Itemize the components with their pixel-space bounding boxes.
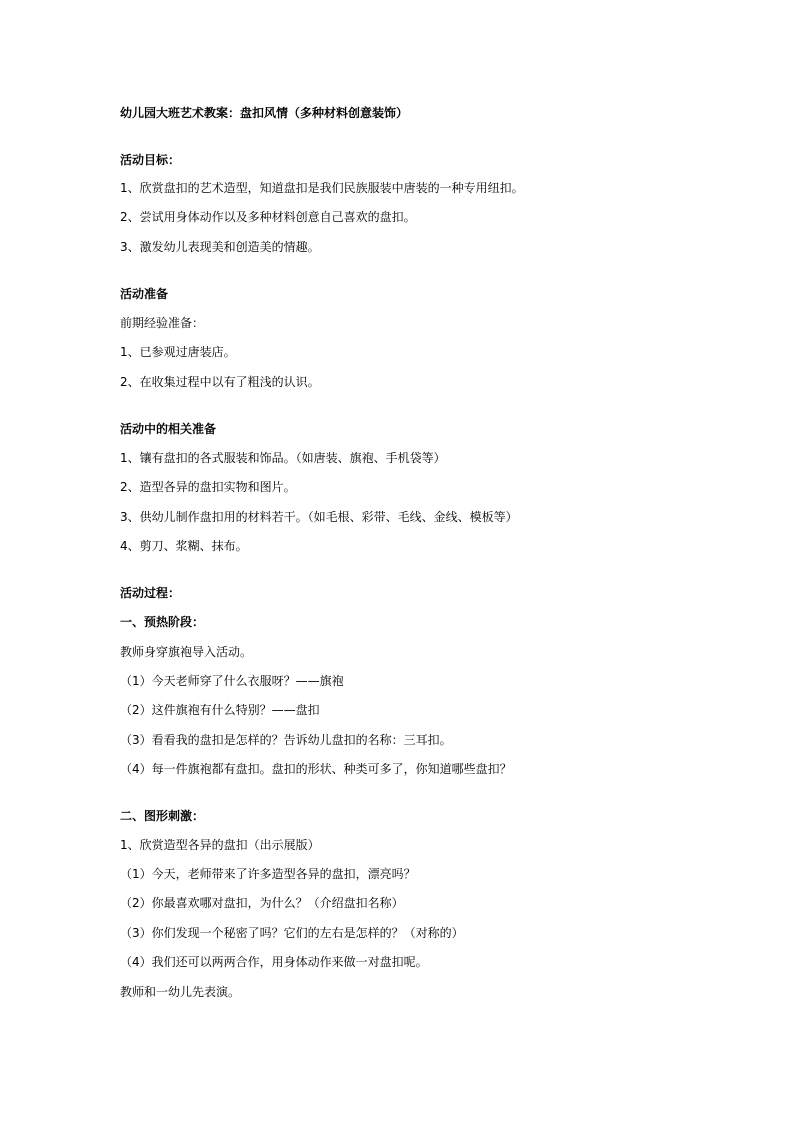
goal-item: 2、尝试用身体动作以及多种材料创意自己喜欢的盘扣。 <box>120 210 416 224</box>
document-title: 幼儿园大班艺术教案：盘扣风情（多种材料创意装饰） <box>120 106 409 120</box>
stage1-heading: 一、预热阶段： <box>120 615 205 629</box>
stage2-closing: 教师和一幼儿先表演。 <box>120 985 241 999</box>
stage1-intro: 教师身穿旗袍导入活动。 <box>120 645 253 659</box>
related-prep-item: 1、镶有盘扣的各式服装和饰品。（如唐装、旗袍、手机袋等） <box>120 451 446 465</box>
stage1-item: （1）今天老师穿了什么衣服呀？——旗袍 <box>120 674 344 688</box>
related-prep-heading: 活动中的相关准备 <box>120 422 217 436</box>
prep-sub-heading: 前期经验准备： <box>120 316 205 330</box>
prep-item: 1、已参观过唐装店。 <box>120 345 236 359</box>
stage1-item: （4）每一件旗袍都有盘扣。盘扣的形状、种类可多了，你知道哪些盘扣？ <box>120 762 512 776</box>
stage1-item: （3）看看我的盘扣是怎样的？告诉幼儿盘扣的名称：三耳扣。 <box>120 733 452 747</box>
stage2-heading: 二、图形刺激： <box>120 809 205 823</box>
related-prep-item: 4、剪刀、浆糊、抹布。 <box>120 539 248 553</box>
stage2-item: （2）你最喜欢哪对盘扣，为什么？（介绍盘扣名称） <box>120 896 404 910</box>
goal-item: 1、欣赏盘扣的艺术造型，知道盘扣是我们民族服装中唐装的一种专用纽扣。 <box>120 181 524 195</box>
prep-heading: 活动准备 <box>120 287 169 301</box>
stage1-item: （2）这件旗袍有什么特别？——盘扣 <box>120 703 320 717</box>
stage2-item: （1）今天，老师带来了许多造型各异的盘扣，漂亮吗？ <box>120 867 416 881</box>
related-prep-item: 2、造型各异的盘扣实物和图片。 <box>120 480 296 494</box>
stage2-item: （3）你们发现一个秘密了吗？它们的左右是怎样的？（对称的） <box>120 926 464 940</box>
prep-item: 2、在收集过程中以有了粗浅的认识。 <box>120 375 320 389</box>
goals-heading: 活动目标： <box>120 153 181 167</box>
stage2-item: （4）我们还可以两两合作，用身体动作来做一对盘扣呢。 <box>120 955 428 969</box>
stage2-sub-heading: 1、欣赏造型各异的盘扣（出示展版） <box>120 838 320 852</box>
goal-item: 3、激发幼儿表现美和创造美的情趣。 <box>120 240 320 254</box>
process-heading: 活动过程： <box>120 586 181 600</box>
related-prep-item: 3、供幼儿制作盘扣用的材料若干。（如毛根、彩带、毛线、金线、模板等） <box>120 510 518 524</box>
